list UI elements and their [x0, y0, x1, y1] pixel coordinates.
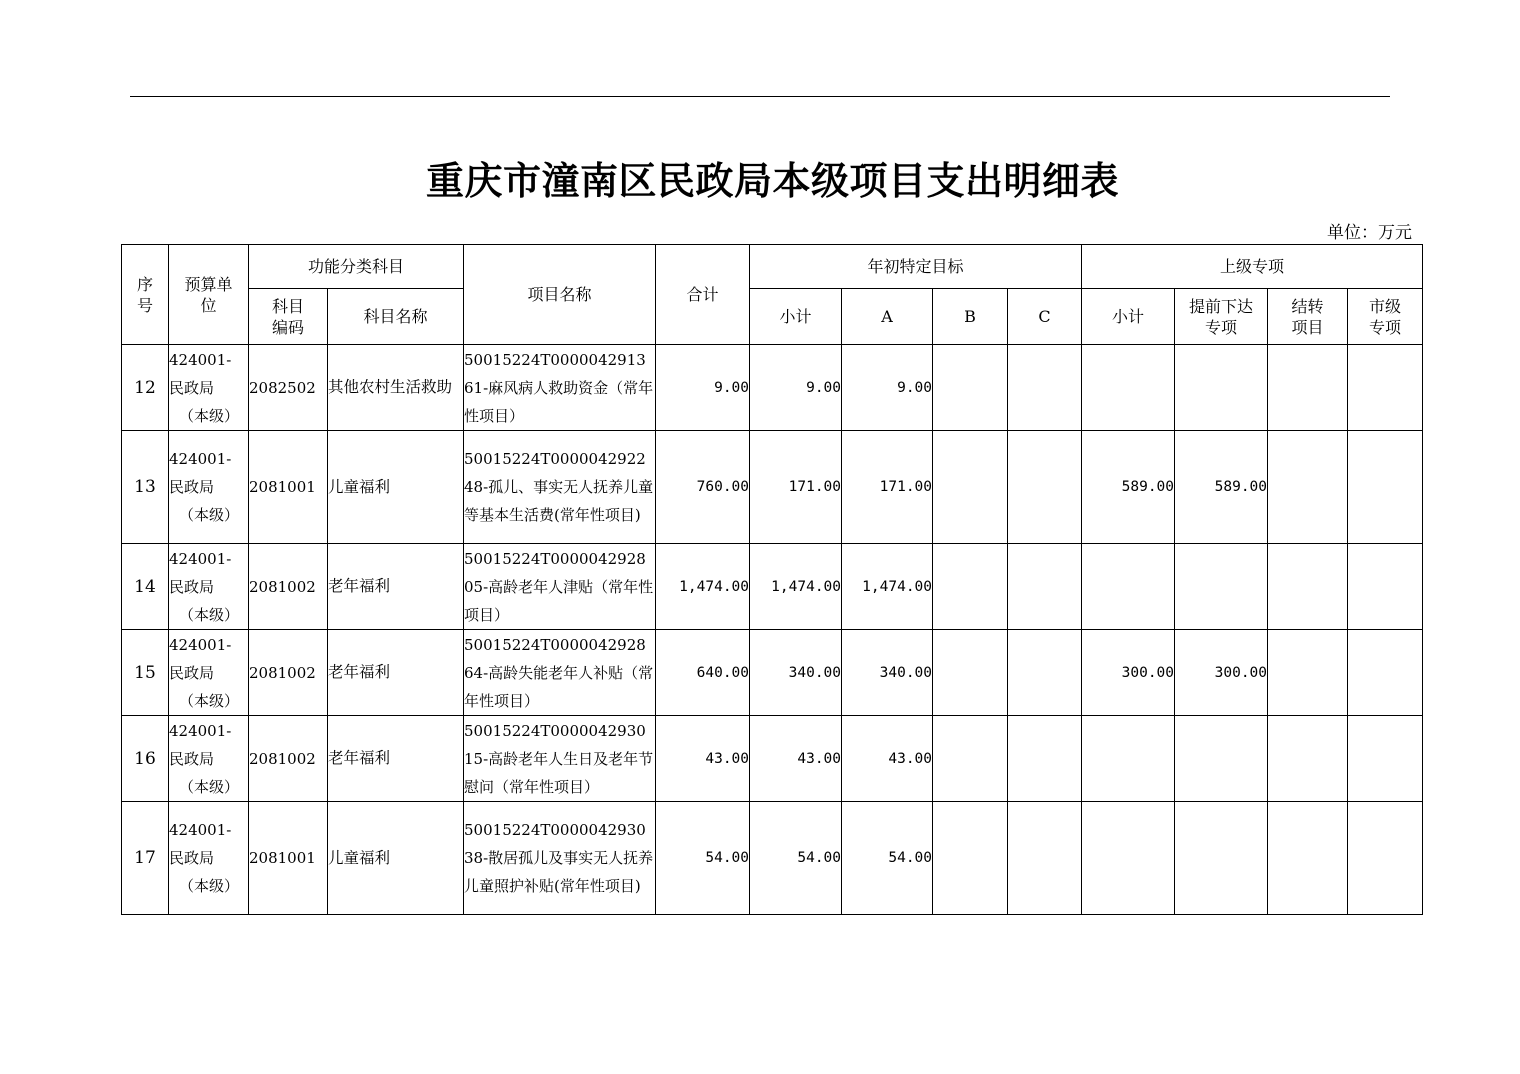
table-row — [122, 802, 1423, 915]
cell-budget-unit — [169, 716, 249, 802]
unit-name: 民政局 — [169, 849, 215, 867]
unit-level: （本级） — [179, 777, 240, 796]
cell-superior-city — [1348, 431, 1423, 544]
cell-superior-carryover — [1268, 345, 1348, 431]
cell-superior-subtotal — [1082, 802, 1175, 915]
cell-annual-subtotal: 171.00 — [750, 431, 842, 544]
unit-name: 民政局 — [169, 663, 215, 682]
cell-superior-advance: 300.00 — [1175, 630, 1268, 716]
header-rule — [130, 96, 1390, 97]
cell-superior-city — [1348, 630, 1423, 716]
cell-subject-name: 老年福利 — [328, 630, 464, 716]
cell-superior-advance — [1175, 716, 1268, 802]
cell-budget-unit — [169, 630, 249, 716]
unit-code: 424001- — [169, 821, 232, 839]
cell-project-name: 50015224T000004292805-高龄老年人津贴（常年性项目） — [464, 544, 656, 630]
cell-superior-advance: 589.00 — [1175, 431, 1268, 544]
cell-annual-a: 9.00 — [842, 345, 933, 431]
cell-annual-c — [1008, 544, 1082, 630]
cell-project-name: 50015224T000004293015-高龄老年人生日及老年节慰问（常年性项目） — [464, 716, 656, 802]
cell-superior-subtotal: 300.00 — [1082, 630, 1175, 716]
cell-annual-subtotal: 340.00 — [750, 630, 842, 716]
header-seq: 序号 — [122, 245, 169, 345]
header-annual-c: C — [1008, 289, 1082, 345]
cell-superior-carryover — [1268, 630, 1348, 716]
cell-annual-a: 171.00 — [842, 431, 933, 544]
cell-total: 54.00 — [656, 802, 750, 915]
cell-annual-b — [933, 802, 1008, 915]
cell-annual-b — [933, 431, 1008, 544]
cell-superior-carryover — [1268, 544, 1348, 630]
header-subject-code: 科目编码 — [249, 289, 328, 345]
unit-name: 民政局 — [169, 749, 215, 768]
cell-budget-unit — [169, 544, 249, 630]
cell-subject-name: 其他农村生活救助 — [328, 345, 464, 431]
header-budget-unit: 预算单位 — [169, 245, 249, 345]
cell-subject-code: 2081001 — [249, 431, 328, 544]
cell-annual-c — [1008, 345, 1082, 431]
cell-project-name: 50015224T000004291361-麻风病人救助资金（常年性项目） — [464, 345, 656, 431]
cell-superior-city — [1348, 802, 1423, 915]
header-project-name: 项目名称 — [464, 245, 656, 345]
cell-superior-city — [1348, 345, 1423, 431]
unit-code: 424001- — [169, 721, 232, 740]
cell-superior-city — [1348, 716, 1423, 802]
header-superior-city: 市级专项 — [1348, 289, 1423, 345]
cell-annual-c — [1008, 802, 1082, 915]
table-row — [122, 544, 1423, 630]
cell-superior-advance — [1175, 802, 1268, 915]
cell-annual-c — [1008, 630, 1082, 716]
cell-project-name: 50015224T000004293038-散居孤儿及事实无人抚养儿童照护补贴(常年性项目) — [464, 802, 656, 915]
header-row-1 — [122, 245, 1423, 289]
unit-code: 424001- — [169, 635, 232, 654]
cell-total: 9.00 — [656, 345, 750, 431]
cell-project-name: 50015224T000004292864-高龄失能老年人补贴（常年性项目） — [464, 630, 656, 716]
unit-code: 424001- — [169, 350, 232, 369]
header-annual-a: A — [842, 289, 933, 345]
cell-annual-b — [933, 544, 1008, 630]
table-row — [122, 345, 1423, 431]
cell-annual-c — [1008, 716, 1082, 802]
project-expenditure-table — [121, 244, 1423, 915]
cell-superior-subtotal — [1082, 345, 1175, 431]
cell-seq: 13 — [122, 431, 169, 544]
cell-total: 640.00 — [656, 630, 750, 716]
header-function-class: 功能分类科目 — [249, 245, 464, 289]
cell-seq: 15 — [122, 630, 169, 716]
header-row-2 — [122, 289, 1423, 345]
unit-level: （本级） — [179, 877, 240, 895]
cell-budget-unit — [169, 802, 249, 915]
header-superior-advance: 提前下达专项 — [1175, 289, 1268, 345]
cell-seq: 17 — [122, 802, 169, 915]
cell-subject-name: 儿童福利 — [328, 431, 464, 544]
cell-annual-b — [933, 716, 1008, 802]
header-superior-special: 上级专项 — [1082, 245, 1423, 289]
page-title: 重庆市潼南区民政局本级项目支出明细表 — [425, 158, 1119, 203]
unit-code: 424001- — [169, 549, 232, 568]
cell-annual-a: 340.00 — [842, 630, 933, 716]
cell-seq: 16 — [122, 716, 169, 802]
unit-name: 民政局 — [169, 577, 215, 596]
cell-annual-subtotal: 1,474.00 — [750, 544, 842, 630]
cell-subject-code: 2081002 — [249, 544, 328, 630]
cell-subject-code: 2082502 — [249, 345, 328, 431]
cell-annual-b — [933, 630, 1008, 716]
cell-superior-subtotal — [1082, 544, 1175, 630]
header-annual-target: 年初特定目标 — [750, 245, 1082, 289]
cell-annual-c — [1008, 431, 1082, 544]
cell-subject-name: 老年福利 — [328, 716, 464, 802]
cell-total: 1,474.00 — [656, 544, 750, 630]
cell-budget-unit — [169, 431, 249, 544]
header-superior-subtotal: 小计 — [1082, 289, 1175, 345]
cell-superior-advance — [1175, 345, 1268, 431]
cell-subject-code: 2081002 — [249, 630, 328, 716]
table-row — [122, 431, 1423, 544]
cell-superior-carryover — [1268, 716, 1348, 802]
cell-seq: 12 — [122, 345, 169, 431]
cell-superior-city — [1348, 544, 1423, 630]
cell-annual-subtotal: 43.00 — [750, 716, 842, 802]
header-annual-subtotal: 小计 — [750, 289, 842, 345]
cell-superior-carryover — [1268, 802, 1348, 915]
cell-total: 760.00 — [656, 431, 750, 544]
table-row — [122, 716, 1423, 802]
unit-level: （本级） — [179, 605, 240, 624]
header-annual-b: B — [933, 289, 1008, 345]
cell-annual-subtotal: 9.00 — [750, 345, 842, 431]
unit-name: 民政局 — [169, 378, 215, 397]
header-subject-name: 科目名称 — [328, 289, 464, 345]
cell-subject-name: 儿童福利 — [328, 802, 464, 915]
cell-annual-subtotal: 54.00 — [750, 802, 842, 915]
unit-label: 单位：万元 — [1327, 223, 1412, 243]
table-row — [122, 630, 1423, 716]
cell-superior-advance — [1175, 544, 1268, 630]
cell-annual-a: 54.00 — [842, 802, 933, 915]
cell-annual-a: 43.00 — [842, 716, 933, 802]
header-total: 合计 — [656, 245, 750, 345]
cell-project-name: 50015224T000004292248-孤儿、事实无人抚养儿童等基本生活费(常年性项目) — [464, 431, 656, 544]
cell-total: 43.00 — [656, 716, 750, 802]
unit-level: （本级） — [179, 406, 240, 425]
cell-superior-subtotal: 589.00 — [1082, 431, 1175, 544]
unit-name: 民政局 — [169, 478, 215, 496]
cell-superior-subtotal — [1082, 716, 1175, 802]
cell-seq: 14 — [122, 544, 169, 630]
cell-annual-a: 1,474.00 — [842, 544, 933, 630]
header-superior-carryover: 结转项目 — [1268, 289, 1348, 345]
cell-superior-carryover — [1268, 431, 1348, 544]
cell-budget-unit — [169, 345, 249, 431]
cell-subject-code: 2081002 — [249, 716, 328, 802]
unit-level: （本级） — [179, 506, 240, 524]
cell-subject-code: 2081001 — [249, 802, 328, 915]
unit-code: 424001- — [169, 450, 232, 468]
cell-subject-name: 老年福利 — [328, 544, 464, 630]
cell-annual-b — [933, 345, 1008, 431]
unit-level: （本级） — [179, 691, 240, 710]
